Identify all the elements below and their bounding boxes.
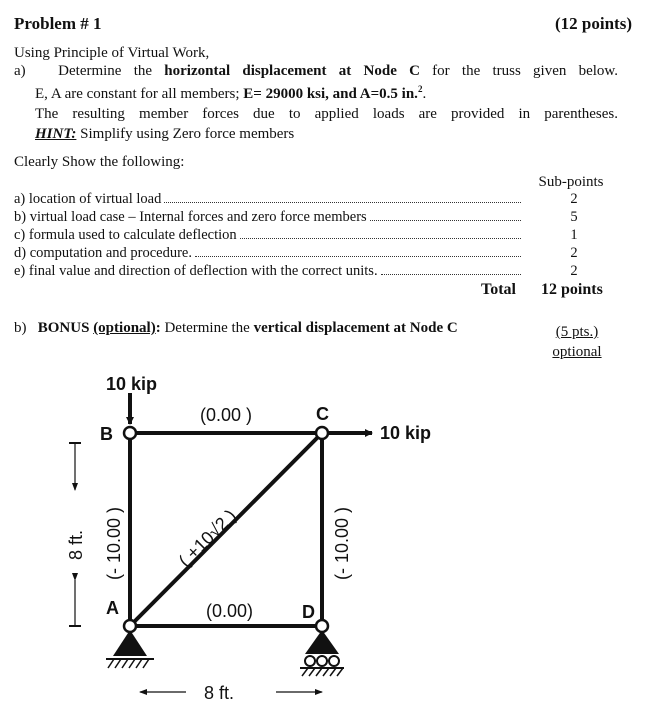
rubric-point: 2	[570, 245, 578, 261]
roller-support-d	[300, 630, 344, 676]
rubric-item: a) location of virtual load	[14, 190, 524, 208]
node-label-c: C	[316, 404, 329, 424]
rubric-item: b) virtual load case – Internal forces and zero force members	[14, 208, 524, 226]
joint-b	[124, 427, 136, 439]
joint-c	[316, 427, 328, 439]
force-label-ad: (0.00)	[206, 601, 254, 621]
rubric-point: 1	[570, 227, 578, 243]
bonus-points: (5 pts.)	[555, 324, 599, 340]
rubric-point: 5	[570, 209, 578, 225]
clearly-show: Clearly Show the following:	[14, 154, 185, 170]
part-a-marker: a)	[14, 63, 26, 79]
force-label-ab: (- 10.00 )	[104, 506, 124, 580]
bonus-optional: optional	[552, 344, 602, 360]
hint: HINT: Simplify using Zero force members	[35, 126, 295, 142]
resulting-forces-note: The resulting member forces due to applied loads are provided in parentheses.	[35, 106, 618, 122]
rubric-point: 2	[570, 263, 578, 279]
bonus-label: BONUS	[37, 320, 90, 336]
pin-support-a	[106, 630, 154, 668]
dim-label-width: 8 ft.	[204, 683, 235, 703]
load-label-top: 10 kip	[106, 374, 158, 394]
hint-label: HINT:	[35, 126, 77, 142]
total-label: Total	[481, 281, 516, 298]
material-props: E, A are constant for all members; E= 29000 ksi, and A=0.5 in.$^2$.	[35, 84, 427, 102]
intro-line: Using Principle of Virtual Work,	[14, 45, 210, 61]
force-label-ac: ( +10√2 )	[174, 505, 241, 571]
rubric-item: c) formula used to calculate deflection	[14, 226, 524, 244]
rubric-item: e) final value and direction of deflection with the correct units.	[14, 262, 524, 280]
part-a-bold: horizontal displacement	[164, 63, 327, 79]
load-label-right: 10 kip	[380, 423, 432, 443]
node-label-a: A	[106, 598, 119, 618]
node-label-b: B	[100, 424, 113, 444]
subpoints-header: Sub-points	[538, 174, 604, 190]
node-c-ref: Node C	[363, 63, 420, 79]
rubric-item: d) computation and procedure.	[14, 244, 524, 262]
problem-points: (12 points)	[555, 14, 632, 33]
force-label-cd: (- 10.00 )	[332, 506, 352, 580]
total-value: 12 points	[541, 281, 603, 298]
force-label-bc: (0.00 )	[200, 405, 253, 425]
part-a-line: a) Determine the horizontal displacement at Node C for the truss given below.	[14, 63, 619, 79]
rubric-point: 2	[570, 191, 578, 207]
node-label-d: D	[302, 602, 315, 622]
joint-d	[316, 620, 328, 632]
joint-a	[124, 620, 136, 632]
problem-title: Problem # 1	[14, 14, 102, 33]
dim-label-height: 8 ft.	[66, 529, 86, 560]
bonus-line: b) BONUS (optional): Determine the vertical displacement at Node C	[14, 320, 458, 336]
